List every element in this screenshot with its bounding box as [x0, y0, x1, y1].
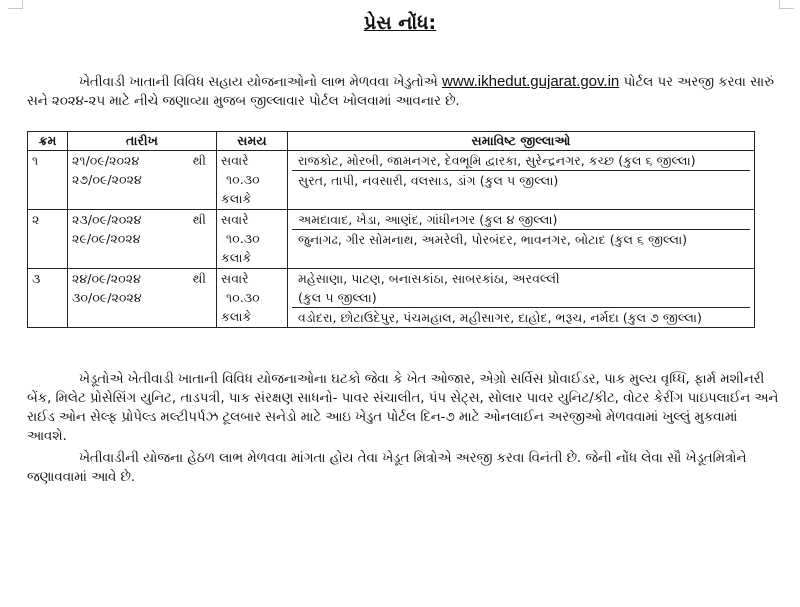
components-paragraph: [27, 370, 779, 446]
row-time: [217, 269, 288, 328]
date-separator: થી: [192, 271, 206, 286]
time-value: ૧૦.૩૦: [226, 231, 260, 246]
time-suffix: કલાકે: [221, 250, 252, 265]
intro-text-end: પોર્ટલ પર અરજી કરવા સારું સને ૨૦૨૪-૨૫ માટે નીચે જણાવ્યા મુજબ જીલ્લાવાર પોર્ટલ ખોલવામાં આવનાર છે.: [27, 75, 774, 109]
row-date: [68, 269, 217, 328]
intro-paragraph: [27, 72, 779, 111]
components-text: ખેડૂતોએ ખેતીવાડી ખાતાની વિવિધ યોજનાઓના ઘટકો જેવા કે ખેત ઓજાર, એગ્રો સર્વિસ પ્રોવાઈડર, પાક મુલ્ય વૃધ્ધિ, ફાર્મ મશીનરી બેંક, મિલેટ પ્રોસેસિંગ યુનિટ, તાડપત્રી, પાક સંરક્ષણ સાધનો- પાવર સંચાલીત, પંપ સેટ્સ, સોલાર પાવર યુનિટ/કીટ, વોટર કેરીંગ પાઇપલાઈન અને રાઈડ ઓન સેલ્ફ પ્રોપેલ્ડ મલ્ટીપર્પઝ ટૂલબાર સનેડો માટે આઇ ખેડુત પોર્ટલ દિન-૭ માટે ઓનલાઈન અરજીઓ મેળવવામાં ખુલ્લું મુકવામાં આવશે.: [27, 372, 779, 444]
date-to: ૨૯/૦૯/૨૦૨૪: [72, 231, 141, 246]
district-group: [292, 151, 750, 171]
time-label: સવારે: [221, 212, 249, 227]
district-names: જુનાગઢ, ગીર સોમનાથ, અમરેલી, પોરબંદર, ભાવનગર, બોટાદ: [298, 232, 606, 247]
row-date: [68, 210, 217, 269]
district-group: [292, 210, 750, 230]
district-group: [292, 269, 750, 308]
row-time: [217, 210, 288, 269]
district-names: સુરત, તાપી, નવસારી, વલસાડ, ડાંગ: [298, 173, 476, 188]
row-sr: ૩: [28, 269, 68, 328]
request-text: ખેતીવાડીની યોજના હેઠળ લાભ મેળવવા માંગતા હોય તેવા ખેડૂત મિત્રોએ અરજી કરવા વિનંતી છે. જેની નોંધ લેવા સૌ ખેડૂતમિત્રોને જણાવવામાં આવે છે.: [27, 451, 747, 485]
district-group: [292, 171, 750, 209]
district-count: (કુલ ૪ જીલ્લા): [479, 212, 558, 227]
district-count: (કુલ ૬ જીલ્લા): [618, 153, 696, 168]
request-paragraph: [27, 449, 779, 487]
schedule-table: [27, 131, 755, 328]
date-separator: થી: [192, 153, 206, 168]
row-districts: [288, 151, 755, 210]
table-header-row: [28, 132, 755, 151]
district-names: વડોદરા, છોટાઉદેપુર, પંચમહાલ, મહીસાગર, દાહોદ, ભરૂચ, નર્મદા: [298, 310, 619, 325]
page-corner-mark: [8, 0, 23, 9]
time-label: સવારે: [221, 271, 249, 286]
document-title: પ્રેસ નોંધ:: [363, 12, 437, 34]
row-districts: [288, 210, 755, 269]
portal-link[interactable]: www.ikhedut.gujarat.gov.in: [441, 73, 620, 90]
header-sr: ક્રમ: [28, 132, 68, 151]
row-sr: ૧: [28, 151, 68, 210]
table-row: [28, 269, 755, 328]
district-group: [292, 308, 750, 327]
header-date: તારીખ: [68, 132, 217, 151]
date-from: ૨૧/૦૯/૨૦૨૪: [72, 153, 140, 168]
date-from: ૨૪/૦૯/૨૦૨૪: [72, 271, 141, 286]
district-names: રાજકોટ, મોરબી, જામનગર, દેવભૂમિ દ્વારકા, સુરેન્દ્રનગર, કચ્છ: [298, 153, 615, 168]
district-count: (કુલ ૫ જીલ્લા): [298, 290, 377, 305]
district-count: (કુલ ૬ જીલ્લા): [609, 232, 688, 247]
time-suffix: કલાકે: [221, 309, 252, 324]
date-from: ૨૩/૦૯/૨૦૨૪: [72, 212, 142, 227]
time-value: ૧૦.૩૦: [226, 290, 260, 305]
header-time: સમય: [217, 132, 288, 151]
district-count: (કુલ ૭ જીલ્લા): [622, 310, 702, 325]
time-label: સવારે: [221, 153, 249, 168]
row-sr: ૨: [28, 210, 68, 269]
time-suffix: કલાકે: [221, 191, 252, 206]
time-value: ૧૦.૩૦: [226, 172, 260, 187]
page-corner-mark: [779, 0, 794, 9]
table-row: [28, 151, 755, 210]
header-districts: સમાવિષ્ટ જીલ્લાઓ: [288, 132, 755, 151]
table-row: [28, 210, 755, 269]
row-date: [68, 151, 217, 210]
district-count: (કુલ ૫ જીલ્લા): [479, 173, 559, 188]
row-time: [217, 151, 288, 210]
date-to: ૩૦/૦૯/૨૦૨૪: [72, 290, 142, 305]
row-districts: [288, 269, 755, 328]
date-separator: થી: [192, 212, 206, 227]
date-to: ૨૭/૦૯/૨૦૨૪: [72, 172, 142, 187]
district-group: [292, 230, 750, 268]
district-names: અમદાવાદ, ખેડા, આણંદ, ગાંધીનગર: [298, 212, 476, 227]
district-names: મહેસાણા, પાટણ, બનાસકાંઠા, સાબરકાંઠા, અરવલ્લી: [298, 271, 560, 286]
intro-text-start: ખેતીવાડી ખાતાની વિવિધ સહાય યોજનાઓનો લાભ મેળવવા ખેડુતોએ: [79, 75, 442, 90]
